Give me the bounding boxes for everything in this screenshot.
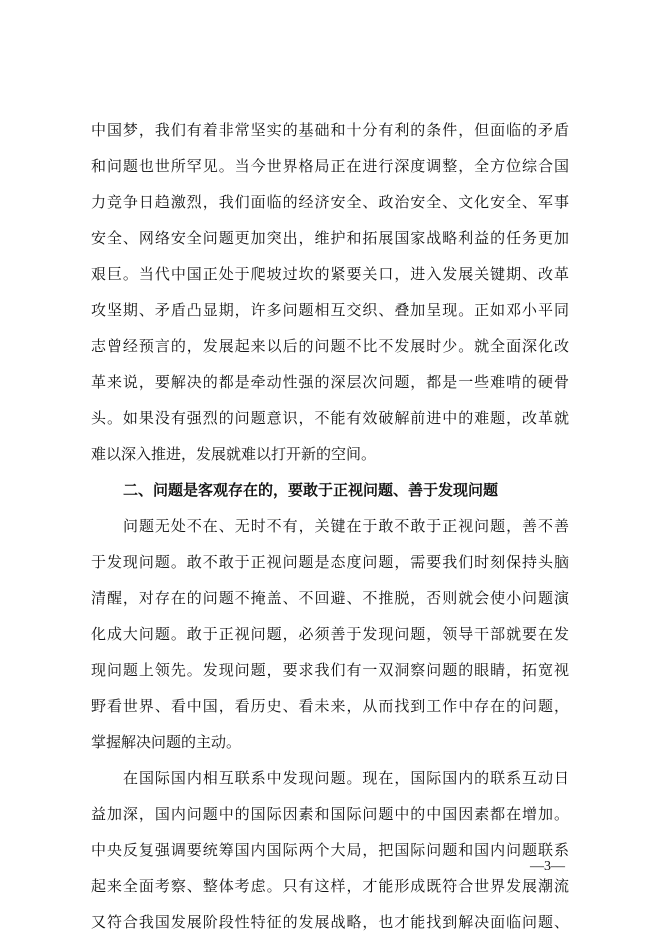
- paragraph-line: 问题无处不在、无时不有，关键在于敢不敢于正视问题，善不善: [123, 517, 569, 535]
- paragraph-line: 艰巨。当代中国正处于爬坡过坎的紧要关口，进入发展关键期、改革: [91, 265, 569, 283]
- paragraph-line: 清醒，对存在的问题不掩盖、不回避、不推脱，否则就会使小问题演: [91, 589, 569, 607]
- paragraph-line: 于发现问题。敢不敢于正视问题是态度问题，需要我们时刻保持头脑: [91, 553, 569, 571]
- paragraph-line: 起来全面考察、整体考虑。只有这样，才能形成既符合世界发展潮流: [91, 877, 569, 895]
- document-body: [91, 112, 569, 940]
- paragraph-line: 掌握解决问题的主动。: [91, 733, 242, 751]
- paragraph-line: 中国梦，我们有着非常坚实的基础和十分有利的条件，但面临的矛盾: [91, 121, 569, 139]
- paragraph-line: 难以深入推进，发展就难以打开新的空间。: [91, 445, 377, 463]
- paragraph-line: 志曾经预言的，发展起来以后的问题不比不发展时少。就全面深化改: [91, 337, 569, 355]
- paragraph-line: 力竞争日趋激烈，我们面临的经济安全、政治安全、文化安全、军事: [91, 193, 569, 211]
- page-number: —3—: [530, 859, 565, 874]
- paragraph-line: 革来说，要解决的都是牵动性强的深层次问题，都是一些难啃的硬骨: [91, 373, 569, 391]
- paragraph-line: 化成大问题。敢于正视问题，必须善于发现问题，领导干部就要在发: [91, 625, 569, 643]
- paragraph-line: 头。如果没有强烈的问题意识，不能有效破解前进中的难题，改革就: [91, 409, 569, 427]
- paragraph-line: 安全、网络安全问题更加突出，维护和拓展国家战略利益的任务更加: [91, 229, 569, 247]
- paragraph-line: 益加深，国内问题中的国际因素和国际问题中的中国因素都在增加。: [91, 805, 569, 823]
- paragraph-line: 和问题也世所罕见。当今世界格局正在进行深度调整，全方位综合国: [91, 157, 569, 175]
- paragraph-line: 中央反复强调要统筹国内国际两个大局，把国际问题和国内问题联系: [91, 841, 569, 859]
- paragraph-line: 攻坚期、矛盾凸显期，许多问题相互交织、叠加呈现。正如邓小平同: [91, 301, 569, 319]
- paragraph-line: 现问题上领先。发现问题，要求我们有一双洞察问题的眼睛，拓宽视: [91, 661, 569, 679]
- paragraph-line: 野看世界、看中国，看历史、看未来，从而找到工作中存在的问题，: [91, 697, 569, 715]
- section-heading: 二、问题是客观存在的，要敢于正视问题、善于发现问题: [123, 481, 499, 499]
- paragraph-line: 又符合我国发展阶段性特征的发展战略，也才能找到解决面临问题、: [91, 913, 569, 931]
- paragraph-line: 在国际国内相互联系中发现问题。现在，国际国内的联系互动日: [123, 769, 569, 787]
